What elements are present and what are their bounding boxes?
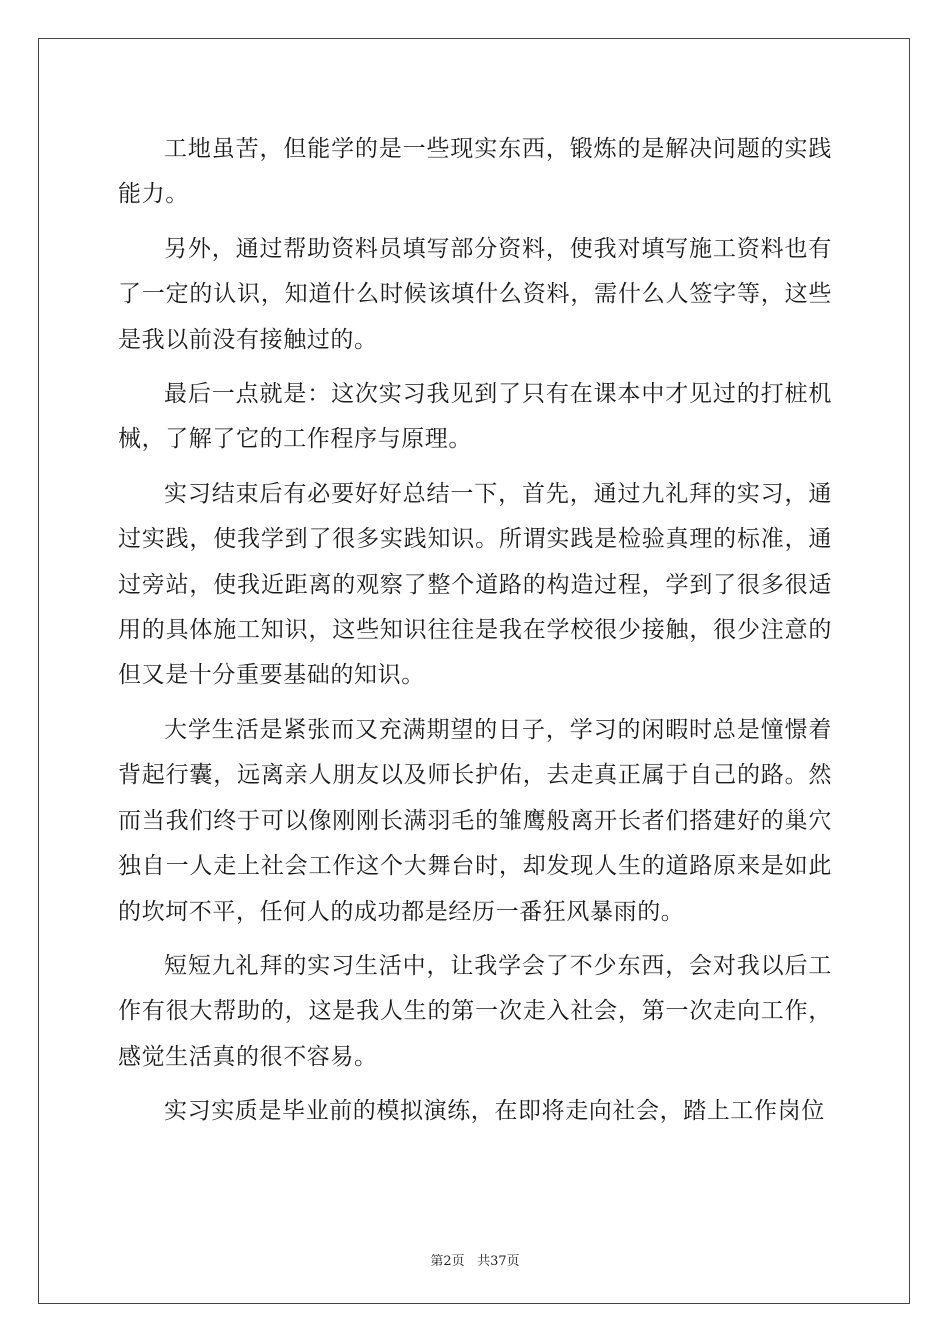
page-footer: [0, 1250, 950, 1269]
total-page-count: 共37页: [477, 1254, 520, 1269]
paragraph: 实习实质是毕业前的模拟演练，在即将走向社会，踏上工作岗位: [164, 1098, 825, 1125]
paragraph: 另外，通过帮助资料员填写部分资料，使我对填写施工资料也有了一定的认识，知道什么时候该填什么资料，需什么人签字等，这些是我以前没有接触过的。: [118, 235, 832, 353]
paragraph: 工地虽苦，但能学的是一些现实东西，锻炼的是解决问题的实践能力。: [118, 136, 832, 208]
paragraph: 实习结束后有必要好好总结一下，首先，通过九礼拜的实习，通过实践，使我学到了很多实践知识。所谓实践是检验真理的标准，通过旁站，使我近距离的观察了整个道路的构造过程，学到了很多很适用的具体施工知识，这些知识往往是我在学校很少接触，很少注意的但又是十分重要基础的知识。: [118, 480, 832, 689]
document-body: [118, 127, 832, 1144]
paragraph: 短短九礼拜的实习生活中，让我学会了不少东西，会对我以后工作有很大帮助的，这是我人生的第一次走入社会，第一次走向工作，感觉生活真的很不容易。: [118, 952, 832, 1070]
paragraph: 大学生活是紧张而又充满期望的日子，学习的闲暇时总是憧憬着背起行囊，远离亲人朋友以及师长护佑，去走真正属于自己的路。然而当我们终于可以像刚刚长满羽毛的雏鹰般离开长者们搭建好的巢穴独自一人走上社会工作这个大舞台时，却发现人生的道路原来是如此的坎坷不平，任何人的成功都是经历一番狂风暴雨的。: [118, 716, 832, 925]
paragraph: 最后一点就是：这次实习我见到了只有在课本中才见过的打桩机械，了解了它的工作程序与原理。: [118, 381, 832, 453]
current-page-number: 第2页: [430, 1254, 465, 1269]
